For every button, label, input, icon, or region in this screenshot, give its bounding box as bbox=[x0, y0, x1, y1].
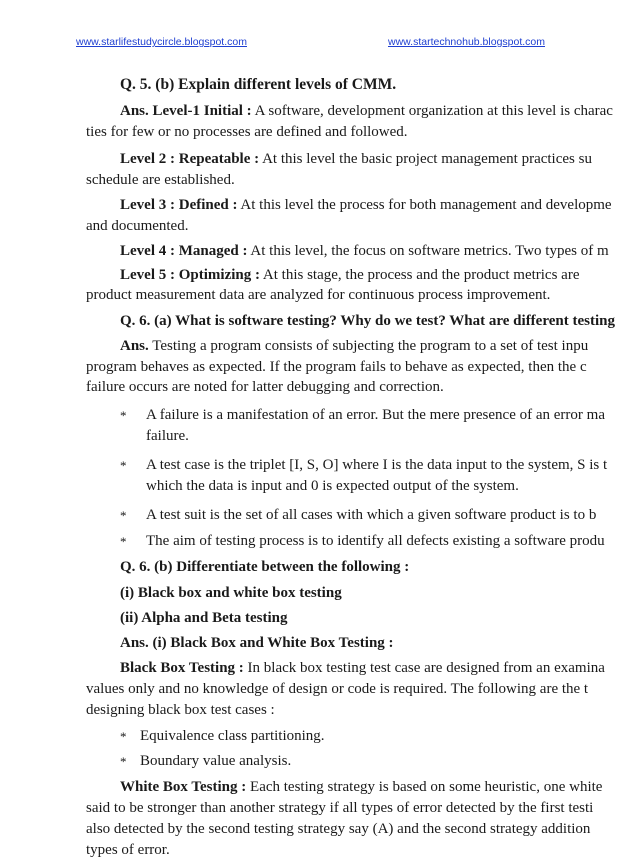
white-box-paragraph bbox=[120, 778, 602, 796]
level3-text: At this level the process for both management and developme bbox=[240, 197, 612, 213]
black-box-cont-2: designing black box test cases : bbox=[86, 702, 275, 718]
level4-text: At this level, the focus on software metrics. Two types of m bbox=[250, 243, 609, 259]
q6b-item-2: (ii) Alpha and Beta testing bbox=[120, 610, 288, 626]
q6a-bullet-1-cont: failure. bbox=[146, 428, 189, 444]
bullet-marker: * bbox=[120, 508, 127, 523]
q5b-level5 bbox=[120, 266, 580, 284]
level1-text: A software, development organization at this level is charac bbox=[254, 103, 613, 119]
bullet-marker: * bbox=[120, 729, 127, 744]
bullet-marker: * bbox=[120, 754, 127, 769]
level2-text: At this level the basic project management practices su bbox=[262, 151, 592, 167]
q5b-title: Q. 5. (b) Explain different levels of CMM. bbox=[120, 76, 397, 93]
level3-label: Level 3 : Defined : bbox=[120, 197, 238, 213]
q6a-bullet-4: The aim of testing process is to identify all defects existing a software produ bbox=[146, 533, 605, 549]
q5b-level5-cont: product measurement data are analyzed for continuous process improvement. bbox=[86, 287, 551, 303]
bullet-marker: * bbox=[120, 534, 127, 549]
q5b-level2-cont: schedule are established. bbox=[86, 172, 235, 188]
ans-label: Ans. bbox=[120, 338, 149, 354]
q5b-level3 bbox=[120, 196, 612, 214]
q5b-level1 bbox=[120, 102, 613, 120]
q6a-answer-text: Testing a program consists of subjecting the program to a set of test inpu bbox=[152, 338, 589, 354]
black-box-text: In black box testing test case are designed from an examina bbox=[247, 660, 605, 676]
q5b-level2 bbox=[120, 150, 592, 168]
black-box-cont-1: values only and no knowledge of design or code is required. The following are the t bbox=[86, 681, 589, 697]
level1-label: Level-1 Initial : bbox=[152, 103, 252, 119]
white-box-cont-3: types of error. bbox=[86, 842, 170, 858]
method-boundary: Boundary value analysis. bbox=[140, 753, 292, 769]
black-box-label: Black Box Testing : bbox=[120, 660, 244, 676]
white-box-label: White Box Testing : bbox=[120, 779, 247, 795]
q6b-answer-title: Ans. (i) Black Box and White Box Testing : bbox=[120, 635, 394, 651]
q5b-level4 bbox=[120, 242, 609, 260]
bullet-marker: * bbox=[120, 408, 127, 423]
q6a-bullet-2-cont: which the data is input and 0 is expected output of the system. bbox=[146, 478, 519, 494]
bullet-marker: * bbox=[120, 458, 127, 473]
q6a-title: Q. 6. (a) What is software testing? Why do we test? What are different testing bbox=[120, 313, 615, 329]
q6b-item-1: (i) Black box and white box testing bbox=[120, 585, 342, 601]
level5-label: Level 5 : Optimizing : bbox=[120, 267, 260, 283]
q6a-answer-cont-1: program behaves as expected. If the program fails to behave as expected, then the c bbox=[86, 359, 587, 375]
q6a-bullet-1: A failure is a manifestation of an error. But the mere presence of an error ma bbox=[146, 407, 605, 423]
white-box-cont-2: also detected by the second testing strategy say (A) and the second strategy addition bbox=[86, 821, 591, 837]
ans-label: Ans. bbox=[120, 103, 149, 119]
method-equivalence: Equivalence class partitioning. bbox=[140, 728, 325, 744]
level4-label: Level 4 : Managed : bbox=[120, 243, 248, 259]
q6a-bullet-2: A test case is the triplet [I, S, O] where I is the data input to the system, S is t bbox=[146, 457, 608, 473]
header-left-link[interactable]: www.starlifestudycircle.blogspot.com bbox=[76, 36, 247, 48]
q6b-title: Q. 6. (b) Differentiate between the following : bbox=[120, 559, 410, 575]
level5-text: At this stage, the process and the product metrics are bbox=[262, 267, 580, 283]
q5b-level3-cont: and documented. bbox=[86, 218, 189, 234]
q5b-level1-cont: ties for few or no processes are defined and followed. bbox=[86, 124, 408, 140]
black-box-paragraph bbox=[120, 659, 605, 677]
q6a-bullet-3: A test suit is the set of all cases with which a given software product is to b bbox=[146, 507, 597, 523]
level2-label: Level 2 : Repeatable : bbox=[120, 151, 260, 167]
white-box-text: Each testing strategy is based on some heuristic, one white bbox=[250, 779, 603, 795]
header-right-link[interactable]: www.startechnohub.blogspot.com bbox=[388, 36, 546, 48]
q6a-answer bbox=[120, 337, 588, 355]
white-box-cont-1: said to be stronger than another strategy if all types of error detected by the first testi bbox=[86, 800, 594, 816]
q6a-answer-cont-2: failure occurs are noted for latter debugging and correction. bbox=[86, 379, 444, 395]
